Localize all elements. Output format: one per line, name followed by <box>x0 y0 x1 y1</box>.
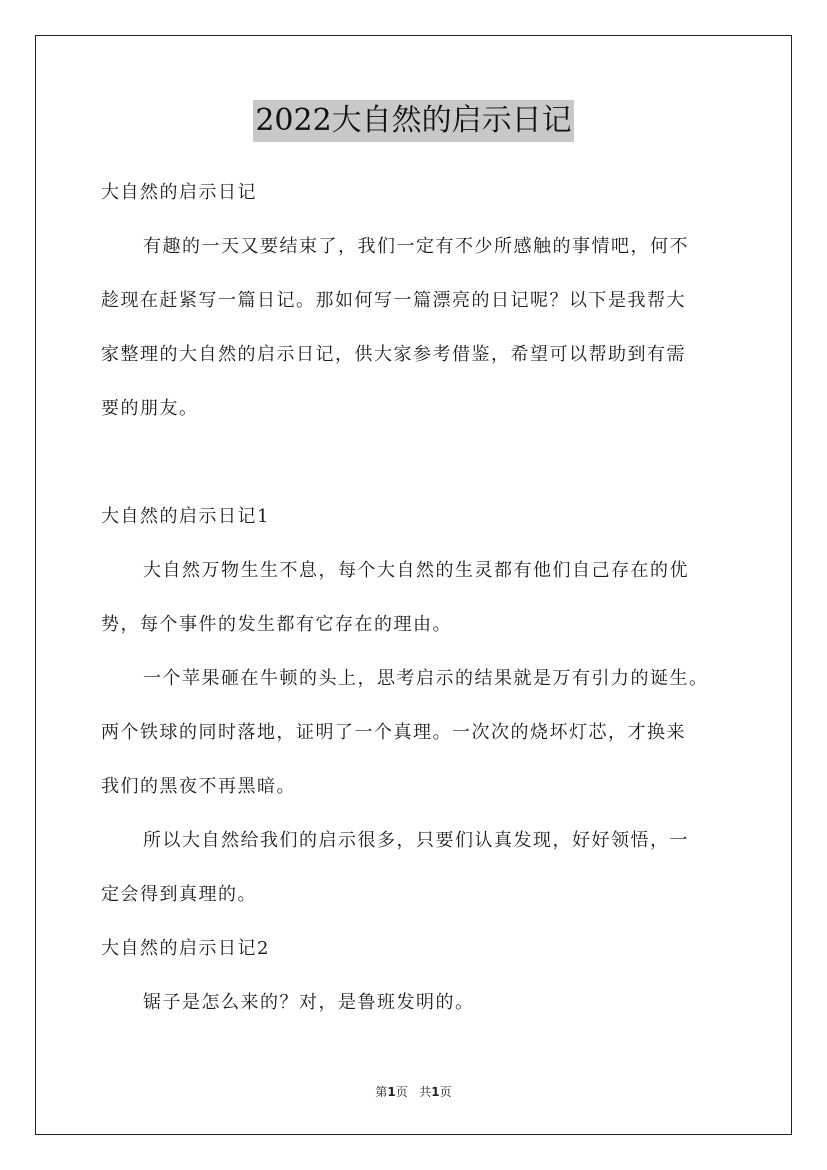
page-suffix: 页 <box>395 1085 408 1099</box>
blank-line <box>101 445 731 499</box>
total-suffix: 页 <box>439 1085 452 1099</box>
page-prefix: 第 <box>375 1085 388 1099</box>
text-line: 大自然万物生生不息，每个大自然的生灵都有他们自己存在的优 <box>143 560 689 581</box>
total-pages: 1 <box>431 1085 440 1099</box>
text-line: 一个苹果砸在牛顿的头上，思考启示的结果就是万有引力的诞生。 <box>143 668 709 689</box>
text-line: 大自然的启示日记 <box>101 182 257 203</box>
text-line: 要的朋友。 <box>101 398 199 419</box>
text-line: 趁现在赶紧写一篇日记。那如何写一篇漂亮的日记呢？以下是我帮大 <box>101 290 686 311</box>
text-line: 有趣的一天又要结束了，我们一定有不少所感触的事情吧，何不 <box>143 236 689 257</box>
page-footer <box>0 1083 827 1100</box>
total-prefix: 共 <box>419 1085 432 1099</box>
text-line: 大自然的启示日记1 <box>101 506 270 527</box>
text-line: 所以大自然给我们的启示很多，只要们认真发现，好好领悟，一 <box>143 830 689 851</box>
text-line: 势，每个事件的发生都有它存在的理由。 <box>101 614 452 635</box>
page-number: 1 <box>387 1085 396 1099</box>
text-line: 大自然的启示日记2 <box>101 938 270 959</box>
title-container <box>0 100 827 142</box>
text-line: 两个铁球的同时落地，证明了一个真理。一次次的烧坏灯芯，才换来 <box>101 722 686 743</box>
document-body <box>101 175 731 1039</box>
text-line: 家整理的大自然的启示日记，供大家参考借鉴，希望可以帮助到有需 <box>101 344 686 365</box>
text-line: 锯子是怎么来的？对，是鲁班发明的。 <box>143 992 475 1013</box>
document-title: 2022大自然的启示日记 <box>253 100 573 142</box>
text-line: 定会得到真理的。 <box>101 884 257 905</box>
text-line: 我们的黑夜不再黑暗。 <box>101 776 296 797</box>
